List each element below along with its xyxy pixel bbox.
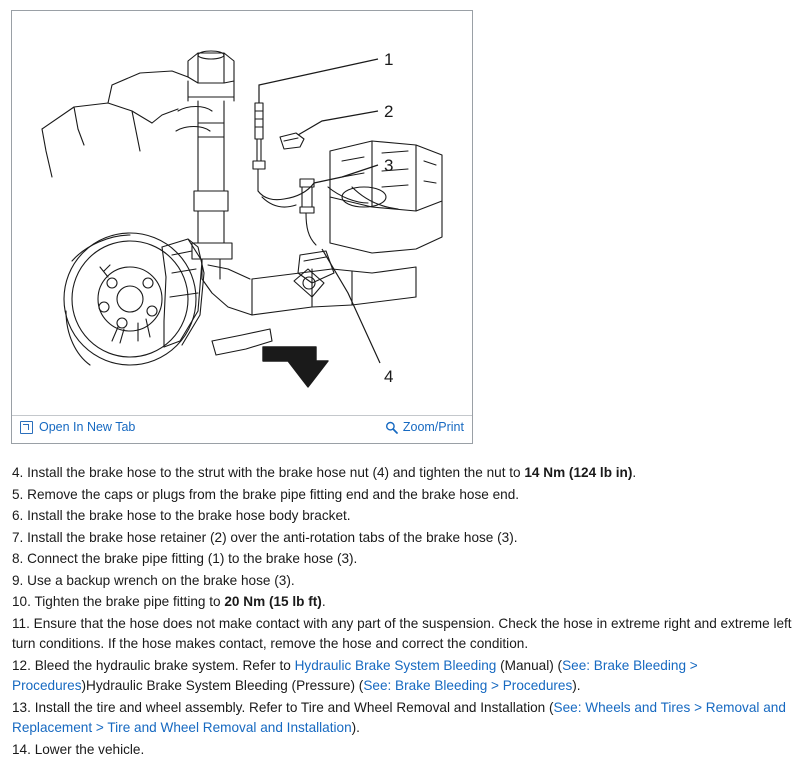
callout-2: 2: [384, 102, 394, 121]
procedure-step: [12, 485, 798, 507]
magnifier-icon: [385, 421, 398, 434]
step-number: 10.: [12, 594, 31, 609]
procedure-step: [12, 463, 798, 485]
step-text: )Hydraulic Brake System Bleeding (Pressure) (: [81, 678, 364, 693]
step-text: Connect the brake pipe fitting (1) to the brake hose (3).: [27, 551, 358, 566]
step-text: .: [632, 465, 637, 480]
step-text: Tighten the brake pipe fitting to: [34, 594, 225, 609]
step-text: Install the brake hose to the brake hose body bracket.: [27, 508, 351, 523]
step-number: 5.: [12, 486, 24, 502]
reference-link[interactable]: Hydraulic Brake System Bleeding: [294, 657, 497, 673]
step-text: ).: [351, 720, 360, 735]
procedure-step: [12, 614, 798, 656]
step-text: ).: [572, 678, 581, 693]
procedure-step: [12, 656, 798, 698]
callout-4: 4: [384, 367, 394, 386]
procedure-step: [12, 740, 798, 762]
step-number: 14.: [12, 741, 31, 757]
procedure-step: [12, 528, 798, 550]
step-text: Install the brake hose to the strut with the brake hose nut (4) and tighten the nut to: [27, 465, 525, 480]
callout-1: 1: [384, 50, 394, 69]
step-text: Install the brake hose retainer (2) over the anti-rotation tabs of the brake hose (3).: [27, 529, 518, 545]
step-text: Install the tire and wheel assembly. Refer to Tire and Wheel Removal and Installation (: [34, 699, 554, 715]
open-in-new-tab-button[interactable]: [20, 420, 135, 434]
procedure-step: [12, 506, 798, 528]
torque-value: 20 Nm (15 lb ft): [224, 594, 322, 609]
procedure-steps: [12, 463, 798, 761]
step-number: 12.: [12, 657, 31, 673]
step-number: 6.: [12, 508, 24, 523]
callout-3: 3: [384, 156, 394, 175]
step-number: 7.: [12, 529, 24, 545]
zoom-print-label: Zoom/Print: [402, 420, 464, 434]
step-text: (Manual) (: [496, 657, 563, 673]
step-text: Bleed the hydraulic brake system. Refer to: [34, 657, 295, 673]
procedure-step: [12, 698, 798, 740]
procedure-step: [12, 549, 798, 571]
step-text: Remove the caps or plugs from the brake pipe fitting end and the brake hose end.: [27, 486, 520, 502]
step-number: 13.: [12, 699, 31, 715]
step-text: Use a backup wrench on the brake hose (3).: [27, 572, 295, 588]
reference-link[interactable]: See: Brake Bleeding > Procedures: [12, 657, 698, 693]
reference-link[interactable]: See: Wheels and Tires > Removal and Replacement > Tire and Wheel Removal and Installation: [12, 699, 786, 735]
reference-link[interactable]: See: Brake Bleeding > Procedures: [363, 678, 573, 693]
open-in-new-tab-label: Open In New Tab: [39, 420, 136, 434]
figure-panel: [11, 10, 473, 444]
step-number: 8.: [12, 551, 24, 566]
step-number: 4.: [12, 465, 24, 480]
procedure-step: [12, 592, 798, 614]
procedure-step: [12, 571, 798, 593]
figure-toolbar: [12, 415, 472, 443]
step-text: Ensure that the hose does not make contact with any part of the suspension. Check the hose in extreme right and extreme left turn conditions. If the hose makes contact, remove the hose and correct the condition.: [12, 615, 792, 651]
zoom-print-button[interactable]: [385, 420, 464, 434]
step-text: Lower the vehicle.: [34, 741, 145, 757]
open-in-new-tab-icon: [20, 421, 33, 434]
step-text: .: [321, 594, 326, 609]
step-number: 9.: [12, 572, 24, 588]
step-number: 11.: [12, 615, 30, 631]
suspension-diagram: [12, 11, 472, 416]
torque-value: 14 Nm (124 lb in): [524, 465, 633, 480]
